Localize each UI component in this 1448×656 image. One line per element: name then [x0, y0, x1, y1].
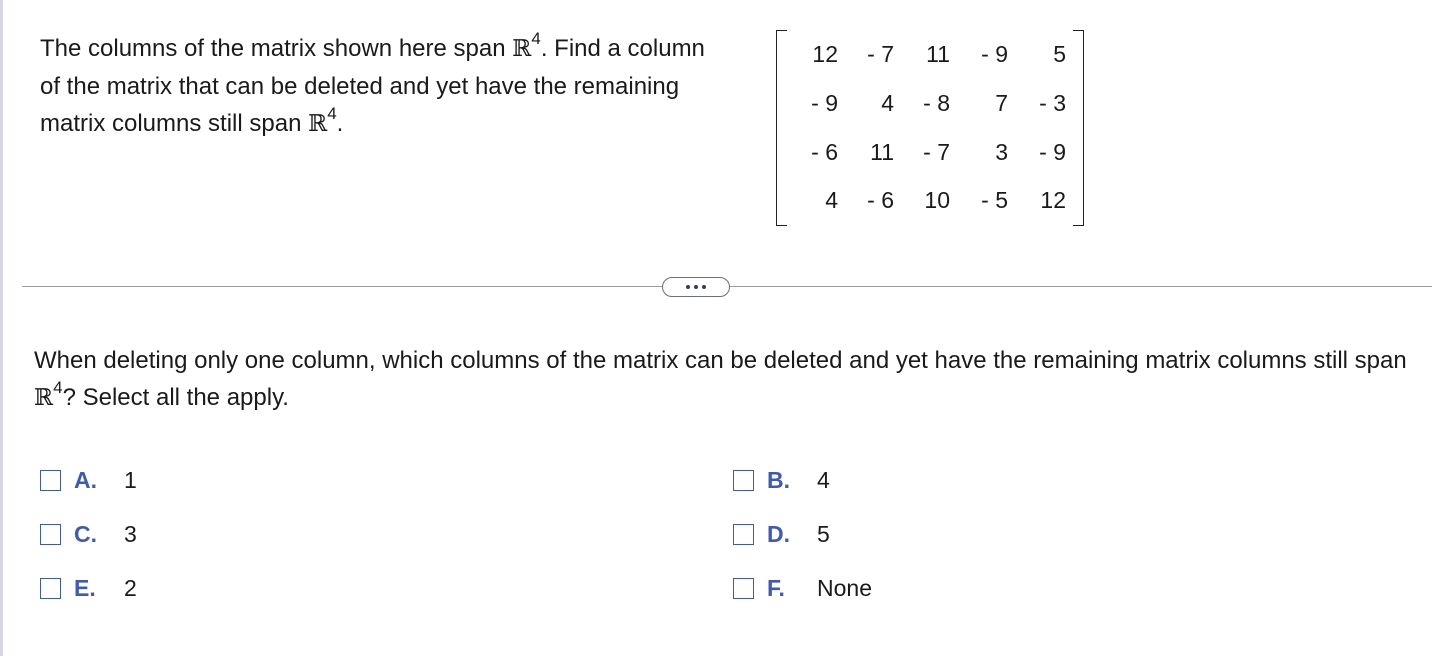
option-f[interactable]	[733, 573, 872, 603]
checkbox-icon[interactable]	[733, 470, 754, 491]
prompt-period: .	[336, 110, 344, 137]
ellipsis-icon	[702, 285, 706, 289]
option-value: 2	[124, 574, 137, 601]
matrix-right-bracket	[1073, 30, 1084, 226]
question-text-part: ? Select all the apply.	[62, 384, 289, 411]
matrix-cell: - 7	[923, 139, 950, 165]
matrix-cell: 3	[995, 139, 1008, 165]
matrix-cell: 10	[924, 187, 950, 213]
option-letter: C.	[74, 520, 97, 547]
matrix-cell: 4	[881, 90, 894, 116]
option-value: None	[817, 574, 872, 601]
matrix-cell: - 6	[867, 187, 894, 213]
matrix-cell: 12	[1040, 187, 1066, 213]
option-c[interactable]	[40, 519, 137, 549]
matrix-cell: - 9	[981, 41, 1008, 67]
checkbox-icon[interactable]	[733, 524, 754, 545]
question-text-part: When deleting only one column, which columns of the matrix can be deleted and yet have the remaining matrix columns still span	[34, 347, 1407, 374]
matrix-cell: 11	[870, 139, 894, 165]
matrix	[776, 30, 1084, 226]
checkbox-icon[interactable]	[40, 524, 61, 545]
real-space-symbol: ℝ	[512, 36, 532, 62]
problem-statement	[40, 30, 730, 143]
option-letter: B.	[767, 466, 790, 493]
matrix-cell: 7	[995, 90, 1008, 116]
checkbox-icon[interactable]	[733, 578, 754, 599]
left-edge-rule	[0, 0, 3, 656]
ellipsis-icon	[694, 285, 698, 289]
matrix-cell: - 3	[1039, 90, 1066, 116]
matrix-cell: 12	[812, 41, 838, 67]
option-value: 5	[817, 520, 830, 547]
real-space-symbol: ℝ	[308, 111, 328, 137]
option-value: 1	[124, 466, 137, 493]
matrix-cell: - 6	[811, 139, 838, 165]
option-e[interactable]	[40, 573, 137, 603]
option-letter: F.	[767, 574, 785, 601]
dimension-exponent: 4	[327, 104, 337, 123]
dimension-exponent: 4	[531, 29, 541, 48]
option-a[interactable]	[40, 465, 137, 495]
matrix-cell: - 7	[867, 41, 894, 67]
dimension-exponent: 4	[53, 378, 63, 397]
option-letter: A.	[74, 466, 97, 493]
option-d[interactable]	[733, 519, 830, 549]
matrix-cell: - 9	[811, 90, 838, 116]
option-letter: D.	[767, 520, 790, 547]
expand-more-button[interactable]	[662, 277, 730, 297]
prompt-text-continued: . Find a column of the matrix that can be deleted and yet have the remaining matrix columns still span	[40, 35, 705, 137]
checkbox-icon[interactable]	[40, 578, 61, 599]
matrix-cell: - 9	[1039, 139, 1066, 165]
matrix-cell: - 5	[981, 187, 1008, 213]
question-text	[34, 342, 1434, 417]
prompt-text: The columns of the matrix shown here span	[40, 35, 513, 62]
option-b[interactable]	[733, 465, 830, 495]
real-space-symbol: ℝ	[34, 385, 54, 411]
option-value: 4	[817, 466, 830, 493]
matrix-cell: 11	[926, 41, 950, 67]
matrix-cell: 5	[1053, 41, 1066, 67]
ellipsis-icon	[686, 285, 690, 289]
option-value: 3	[124, 520, 137, 547]
option-letter: E.	[74, 574, 96, 601]
matrix-cell: - 8	[923, 90, 950, 116]
matrix-cell: 4	[825, 187, 838, 213]
checkbox-icon[interactable]	[40, 470, 61, 491]
